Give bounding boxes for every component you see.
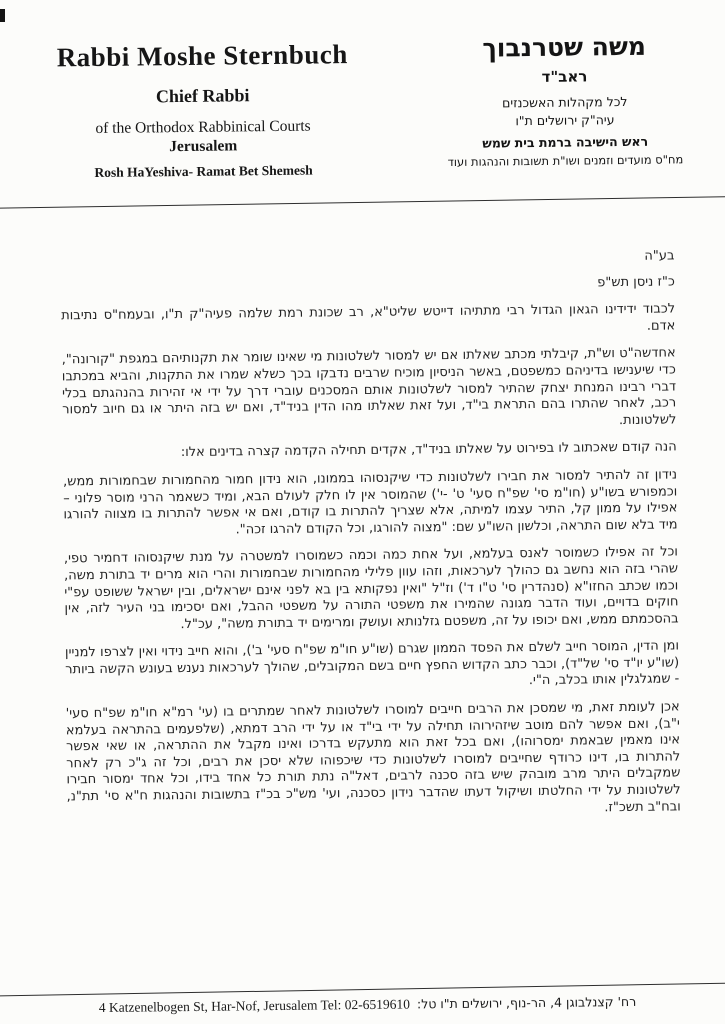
rabbi-title-hebrew: ראב"ד <box>541 66 588 86</box>
yeshiva-role-hebrew: ראש הישיבה ברמת בית שמש <box>482 133 649 151</box>
ruling-paragraph-3: ומן הדין, המוסר חייב לשלם את הפסד הממון שגרם (שו"ע חו"מ שפ"ח סעי' ב'), והוא חייב נידוי ואין לצרפו למניין (שו"ע יו"ד סי' של"ד), וכבר כתב הקדוש החפץ חיים בשם המקובלים, שהולך לערכאות נענש בעונש הקשה ביותר - שמגלגלין אותו בכלב, ה"י. <box>64 638 680 689</box>
court-subtitle: of the Orthodox Rabbinical Courts <box>95 117 311 137</box>
footer-address-english: 4 Katzenelbogen St, Har-Nof, Jerusalem Tel: 02-6519610 <box>98 996 411 1016</box>
letter-body <box>60 248 681 833</box>
introduction-paragraph: הנה קודם שאכתוב לו בפירוט על שאלתו בניד"ד, אקדים תחילה הקדמה קצרה בדינים אלו: <box>180 439 677 461</box>
letter-date: כ"ז ניסן תש"פ <box>597 274 675 290</box>
address-footer <box>5 993 725 1017</box>
footer-address-hebrew: רח' קצנלבוגן 4, הר-נוף, ירושלים ת"ו טל: <box>416 993 637 1012</box>
addressee-paragraph: לכבוד ידידינו הגאון הגדול רבי מתתיהו דייטש שליט"א, רב שכונת רמת שלמה פעיה"ק ת"ו, ובעמח"ס נתיבות אדם. <box>61 301 676 334</box>
letterhead-english <box>32 40 374 182</box>
ruling-paragraph-1: נידון זה להתיר למסור את חבירו לשלטונות כדי שיקנסוהו בממונו, הוא נידון חמור מהחמורות שבחמורות ממש, וכמפורש בשו"ע (חו"מ סי' שפ"ח סעי' ט' -י') שהמוסר אין לו חלק לעולם הבא, ומיד כשאמר הרני מוסר פלוני – אפילו על ממון קל, התיר עצמו למיתה, אלא שצריך להתרות בו קודם, ואם אי אפשר להתרות בו מצווה להורגו מיד בלא שום התראה, וכלשון השו"ע שם: "מצוה להורגו, וכל הקודם להרגו זכה". <box>62 467 678 538</box>
letterhead-hebrew <box>424 32 705 169</box>
communities-line: לכל מקהלות האשכנזים <box>501 93 628 110</box>
author-works-line: מח"ס מועדים וזמנים ושו"ת תשובות והנהגות ועוד <box>447 151 684 169</box>
letterhead-divider-rule <box>0 196 725 210</box>
letterhead <box>0 0 719 180</box>
rabbi-name-english: Rabbi Moshe Sternbuch <box>56 39 348 73</box>
jerusalem-line: עיה"ק ירושלים ת"ו <box>515 111 615 128</box>
yeshiva-role-english: Rosh HaYeshiva- Ramat Bet Shemesh <box>94 162 313 180</box>
ruling-paragraph-4: אכן לעומת זאת, מי שמסכן את הרבים חייבים למוסרו לשלטונות לאחר שמתרים בו (עי' רמ"א חו"מ שפ"ח סעי' י"ב), ואם אפשר להם מוטב שיזהירוהו תחילה על ידי בי"ד או על ידי הרב דמתא, (שלפעמים בהתראה בעלמא אינו מאמין שבאמת ימסרוהו), ואם בכל זאת הוא מתעקש בדרכו ואינו מקבל את ההתראה, או שאי אפשר להתרות בו, דינו כרודף שחייבים למוסרו לשלטונות כדי שיכפוהו שלא יסכן את רבים, וכל זה ג"כ רק לאחר שמקבלים היתר מרב מובהק שיש בזה סכנה לרבים, דאל"ה נתת תורת כל אחד בידו, וכל אחד ימסור חבירו לשלטונות על ידי החלטתו ושיקול דעתו שהדבר נידון כסכנה, ועי' מש"כ בכ"ז בתשובות והנהגות ח"א סי' תת"נ, ובח"ב תשכ"ז. <box>65 699 681 815</box>
city-label: Jerusalem <box>169 137 238 155</box>
ruling-paragraph-2: וכל זה אפילו כשמוסר לאנס בעלמא, ועל אחת כמה וכמה כשמוסרו למשטרה על מנת שיקנסוהו דחמיר טפי, שהרי בזה הוא נחשב גם כהולך לערכאות, וזהו עוון פלילי מהחמורות שבחמורות והרי הוא מרים יד בתורת משה, וכמו שכתב החזו"א (סנהדרין סי' ט"ו ד') וז"ל "ואין נפקותא בין בא לפני אינם ישראלים, ובין ישראל ששופט עפ"י חוקים בדויים, ועוד הדבר מגונה שהמירו את משפטי התורה על משפטי ההבל, ואם יסכימו בני העיר לזה, אין בהסכמתם ממש, ואם יכופו על זה, משפטם גזלנותא ועושק ומרימים יד בתורת משה", עכ"ל. <box>63 544 679 632</box>
question-paragraph: אחדשה"ט וש"ת, קיבלתי מכתב שאלתו אם יש למסור לשלטונות מי שאינו שומר את תקנותיהם במגפת "קורונה", כדי שיענישו בדיניהם כמשפטם, באשר הניסיון מוכיח שרבים נדבקו בכך כשלא שמרו את התקנות, והביא במכתבו דברי רבינו המנחת יצחק שהתיר למסור לשלטונות אותם המסכנים עוברי דרך על ידי אי זהירות בהנהגתם בכלי רכב, לאחר שהתרו בהם התראת בי"ד, ועל זאת שאלתו מהו הדין בניד"ד, ואם יש בזה היתר או גם חיוב למסור לשלטונות. <box>61 345 677 428</box>
rabbi-title-english: Chief Rabbi <box>155 84 250 107</box>
bsd-heading: בע"ה <box>644 248 675 264</box>
rabbi-name-hebrew: משה שטרנבוך <box>482 31 647 63</box>
